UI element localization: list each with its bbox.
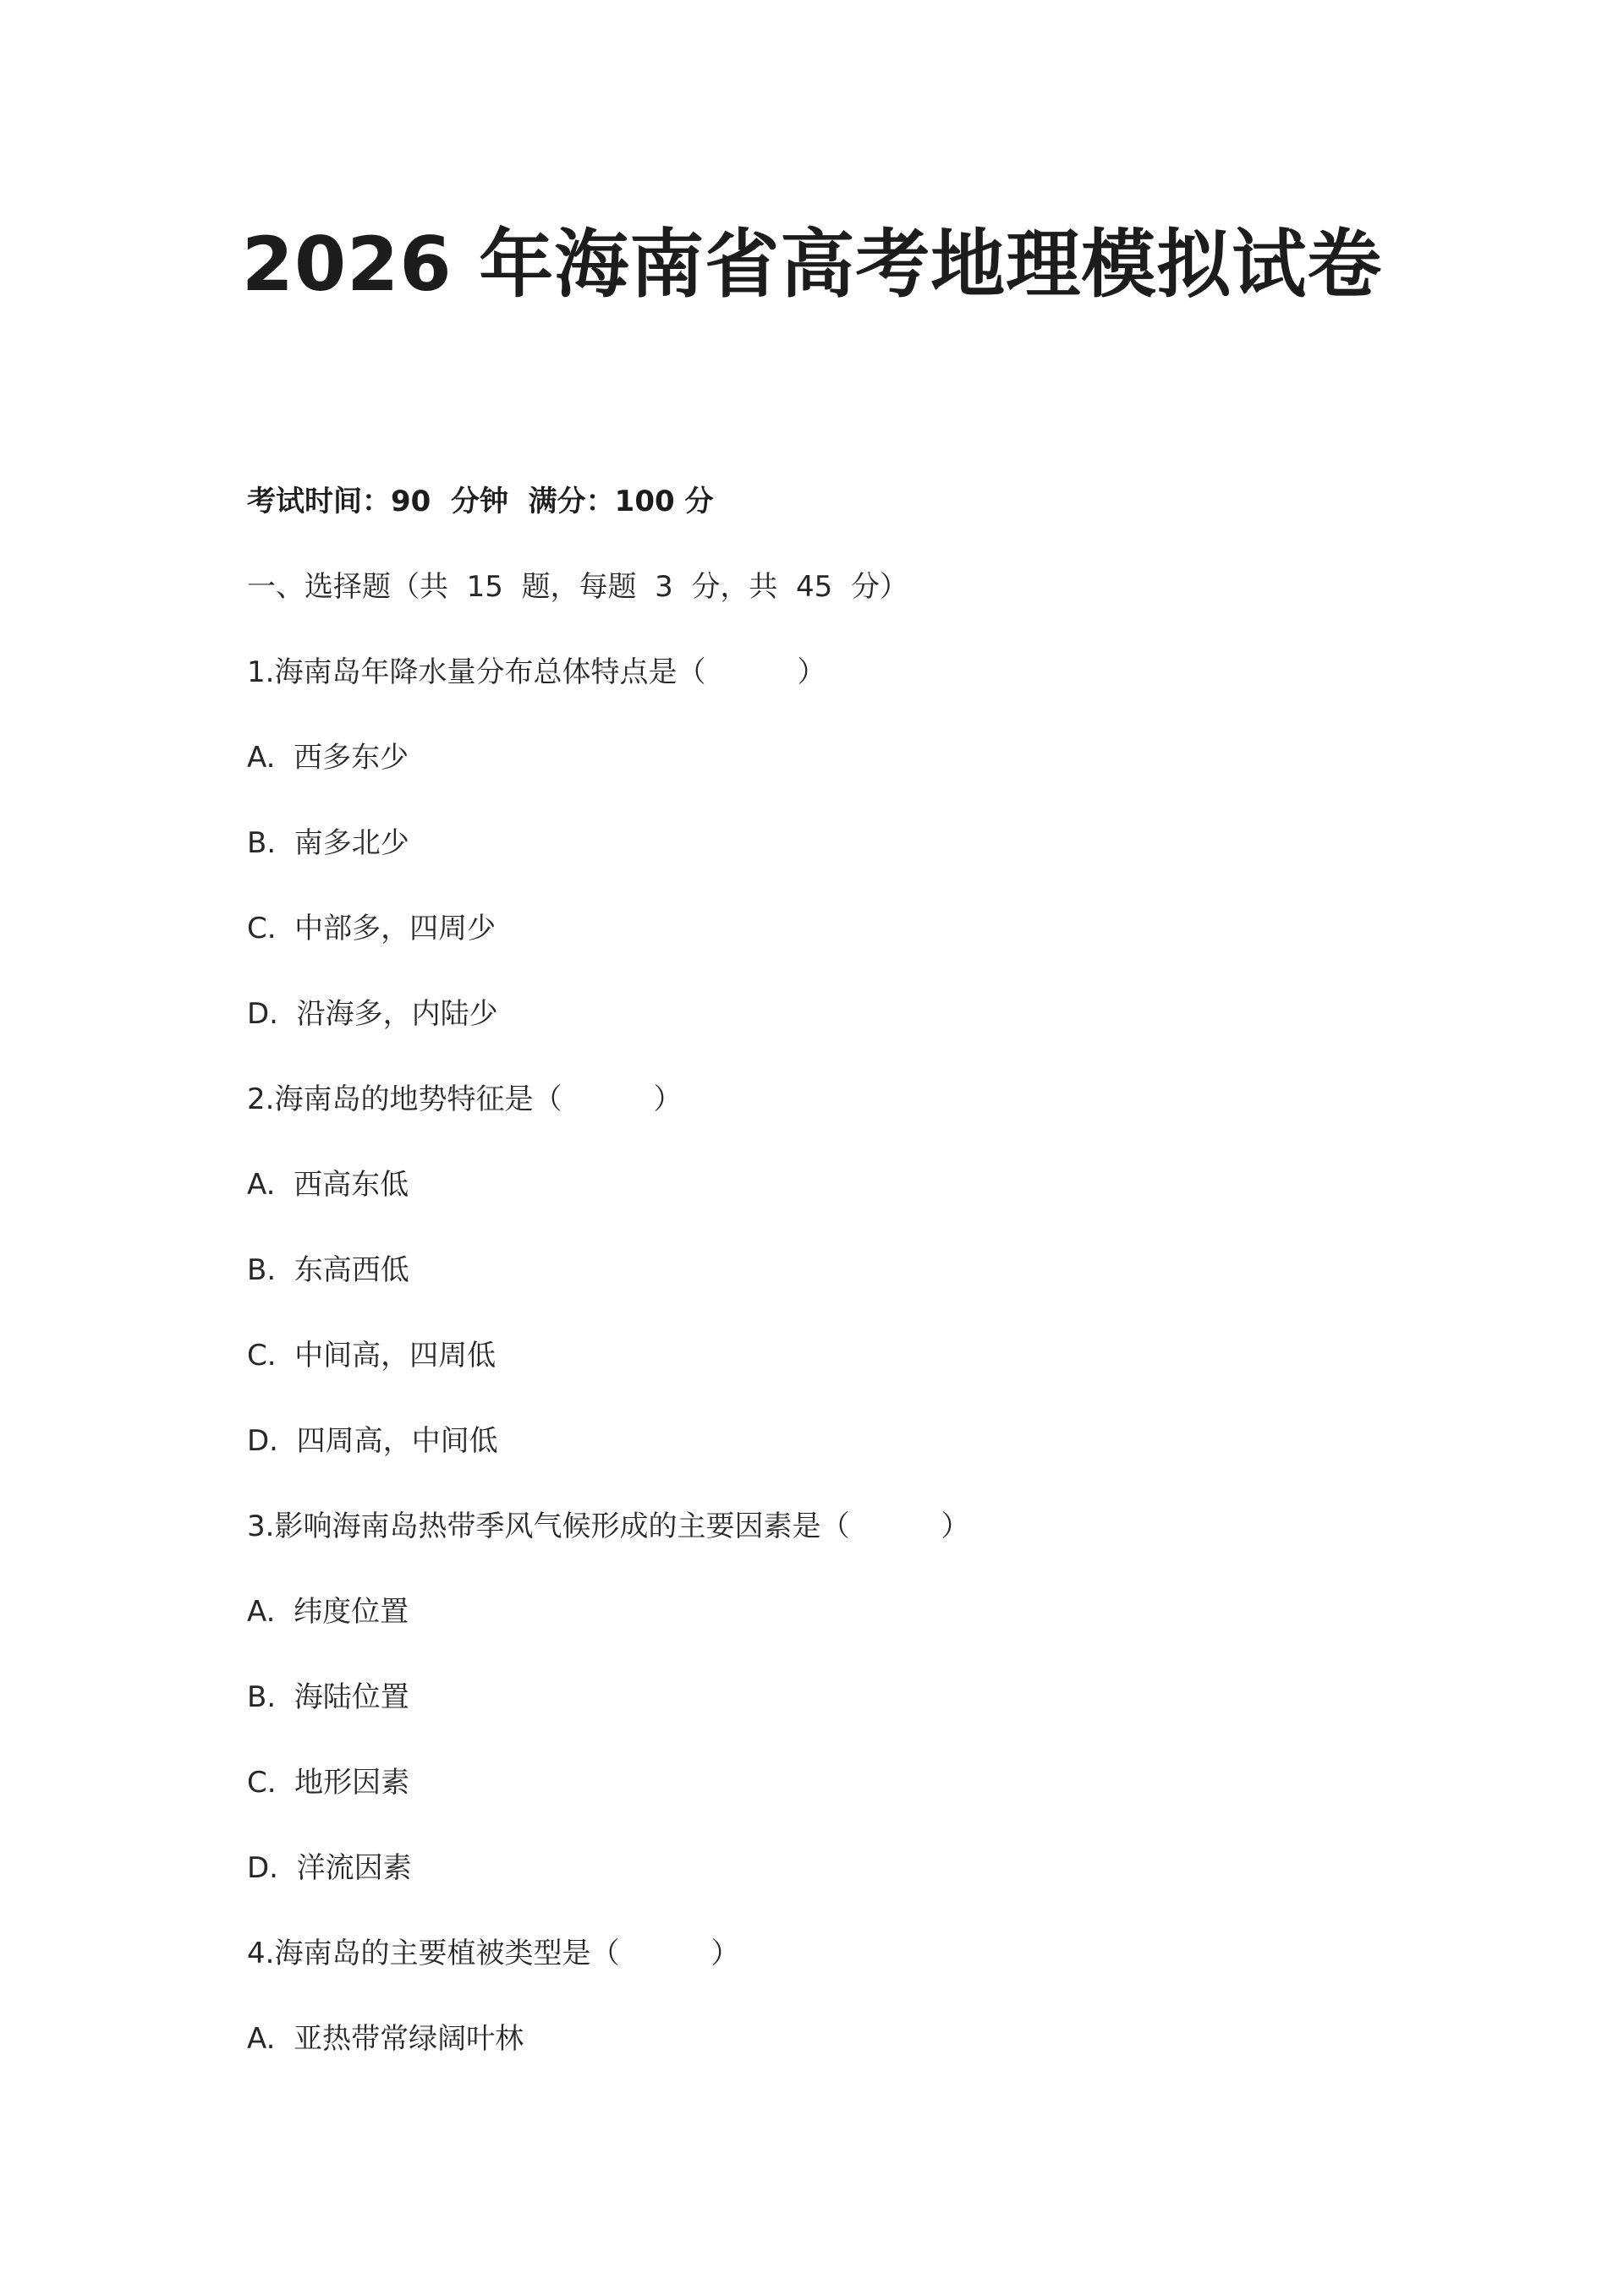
question-2-option-a: A. 西高东低 [247,1168,409,1202]
question-1-option-d: D. 沿海多，内陆少 [247,997,498,1031]
question-2-stem: 2.海南岛的地势特征是（ ） [247,1082,683,1116]
question-3-stem: 3.影响海南岛热带季风气候形成的主要因素是（ ） [247,1510,970,1543]
question-3-option-b: B. 海陆位置 [247,1680,409,1714]
question-1-stem: 1.海南岛年降水量分布总体特点是（ ） [247,655,826,689]
question-2-option-d: D. 四周高，中间低 [247,1424,498,1458]
exam-info: 考试时间：90 分钟 满分：100 分 [247,485,714,518]
question-1-option-b: B. 南多北少 [247,826,409,860]
question-2-option-b: B. 东高西低 [247,1253,409,1287]
question-3-option-d: D. 洋流因素 [247,1851,412,1885]
question-1-option-a: A. 西多东少 [247,741,409,775]
question-2-option-c: C. 中间高，四周低 [247,1339,497,1373]
question-1-option-c: C. 中部多，四周少 [247,912,497,945]
exam-title: 2026 年海南省高考地理模拟试卷 [241,221,1383,308]
question-3-option-c: C. 地形因素 [247,1766,410,1800]
section-heading: 一、选择题（共 15 题，每题 3 分，共 45 分） [247,570,908,604]
question-4-stem: 4.海南岛的主要植被类型是（ ） [247,1937,740,1970]
question-3-option-a: A. 纬度位置 [247,1595,409,1629]
question-4-option-a: A. 亚热带常绿阔叶林 [247,2022,524,2056]
